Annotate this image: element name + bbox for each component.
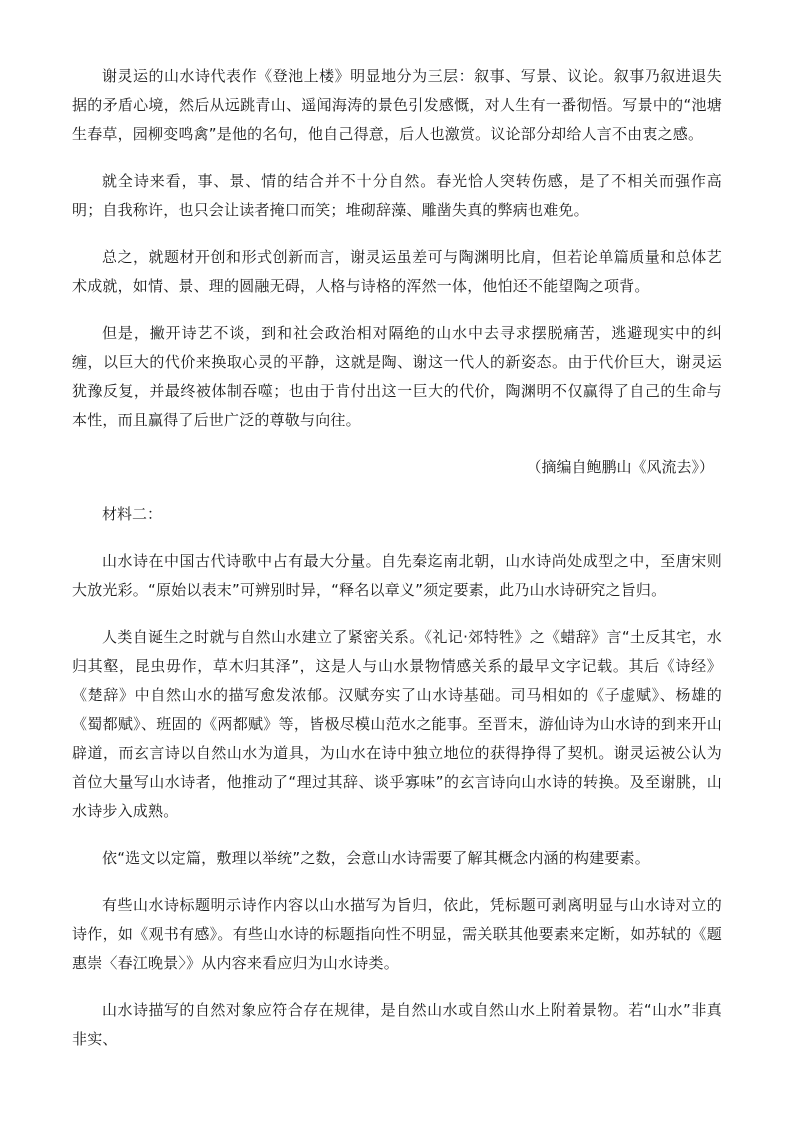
paragraph: 谢灵运的山水诗代表作《登池上楼》明显地分为三层：叙事、写景、议论。叙事乃叙进退失据的矛盾心境，然后从远跳青山、遥闻海涛的景色引发感慨，对人生有一番彻悟。写景中的“池塘生春草，园柳变鸣禽”是他的名句，他自己得意，后人也激赏。议论部分却给人言不由衷之感。 (72, 67, 722, 143)
paragraph: 人类自诞生之时就与自然山水建立了紧密关系。《礼记·郊特牲》之《蜡辞》言“土反其宅，水归其壑，昆虫毋作，草木归其泽”，这是人与山水景物情感关系的最早文字记载。其后《诗经》《楚辞》中自然山水的描写愈发浓郁。汉赋夯实了山水诗基础。司马相如的《子虚赋》、杨雄的《蜀都赋》、班固的《两都赋》等，皆极尽模山范水之能事。至晋末，游仙诗为山水诗的到来开山辟道，而玄言诗以自然山水为道具，为山水在诗中独立地位的获得挣得了契机。谢灵运被公认为首位大量写山水诗者，他推动了“理过其辞、谈乎寡味”的玄言诗向山水诗的转换。及至谢朓，山水诗步入成熟。 (72, 628, 722, 820)
material-heading: 材料二： (102, 505, 163, 523)
paragraph: 山水诗描写的自然对象应符合存在规律，是自然山水或自然山水上附着景物。若“山水”非真非实、 (72, 1001, 722, 1048)
paragraph: 有些山水诗标题明示诗作内容以山水描写为旨归，依此，凭标题可剥离明显与山水诗对立的诗作，如《观书有感》。有些山水诗的标题指向性不明显，需关联其他要素来定断，如苏轼的《题惠崇〈春江晚景〉》从内容来看应归为山水诗类。 (72, 896, 722, 972)
document-page (72, 62, 722, 1072)
paragraph: 但是，撇开诗艺不谈，到和社会政治相对隔绝的山水中去寻求摆脱痛苦，逃避现实中的纠缠，以巨大的代价来换取心灵的平静，这就是陶、谢这一代人的新姿态。由于代价巨大，谢灵运犹豫反复，并最终被体制吞噬；也由于肯付出这一巨大的代价，陶渊明不仅赢得了自己的生命与本性，而且赢得了后世广泛的尊敬与向往。 (72, 324, 722, 429)
paragraph: 就全诗来看，事、景、情的结合并不十分自然。春光恰人突转伤感，是了不相关而强作高明；自我称许，也只会让读者掩口而笑；堆砌辞藻、雕凿失真的弊病也难免。 (72, 172, 722, 219)
paragraph: 山水诗在中国古代诗歌中占有最大分量。自先秦迄南北朝，山水诗尚处成型之中，至唐宋则大放光彩。“原始以表末”可辨别时异，“释名以章义”须定要素，此乃山水诗研究之旨归。 (72, 552, 722, 599)
paragraph: 总之，就题材开创和形式创新而言，谢灵运虽差可与陶渊明比肩，但若论单篇质量和总体艺术成就，如情、景、理的圆融无碍，人格与诗格的浑然一体，他怕还不能望陶之项背。 (72, 248, 722, 295)
source-citation: （摘编自鲍鹏山《风流去》） (526, 458, 714, 476)
paragraph: 依“选文以定篇，敷理以举统”之数，会意山水诗需要了解其概念内涵的构建要素。 (102, 849, 650, 867)
